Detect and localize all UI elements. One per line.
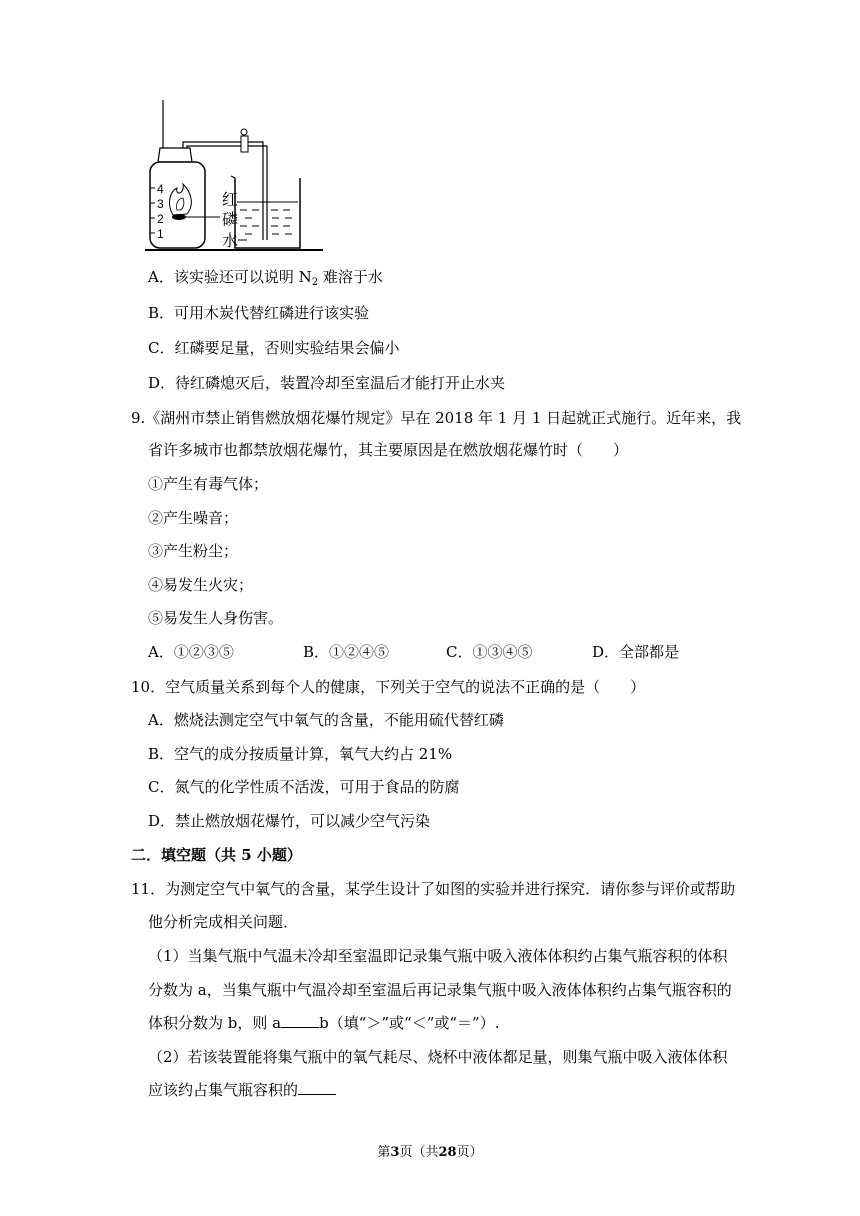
apparatus-diagram (145, 100, 325, 255)
page-footer: 第3页（共28页） (377, 1145, 483, 1160)
scale-mark-3: 3 (157, 197, 164, 211)
q9-stem-line2: 省许多城市也都禁放烟花爆竹，其主要原因是在燃放烟花爆竹时（ ） (148, 441, 629, 459)
q11-part1-line3: 体积分数为 b，则 a b（填“＞”或“＜”或“＝”）. (148, 1014, 500, 1032)
q8-option-a: A．该实验还可以说明 $N_2$ 难溶于水 (148, 268, 383, 288)
label-red: 红 (222, 190, 239, 209)
current-page: 3 (390, 1145, 400, 1160)
q11-part1-line2: 分数为 a，当集气瓶中气温冷却至室温后再记录集气瓶中吸入液体体积约占集气瓶容积的 (148, 981, 732, 999)
q8-option-b: B．可用木炭代替红磷进行该实验 (148, 304, 370, 322)
answer-blank-1[interactable] (281, 1013, 319, 1028)
label-phosphorus: 磷 (222, 210, 239, 229)
q10-option-d: D．禁止燃放烟花爆竹，可以减少空气污染 (148, 812, 431, 830)
q9-item-3: ③产生粉尘； (148, 542, 239, 560)
q9-item-2: ②产生噪音； (148, 509, 239, 527)
q8-option-d: D．待红磷熄灭后，装置冷却至室温后才能打开止水夹 (148, 374, 506, 392)
q9-option-b: B．①②④⑤ (303, 643, 390, 661)
q11-part1-line1: （1）当集气瓶中气温未冷却至室温即记录集气瓶中吸入液体体积约占集气瓶容积的体积 (148, 947, 728, 965)
scale-mark-2: 2 (157, 212, 164, 226)
q9-option-d: D．全部都是 (592, 643, 680, 661)
q9-option-c: C．①③④⑤ (446, 643, 533, 661)
answer-blank-2[interactable] (298, 1080, 336, 1095)
q9-item-1: ①产生有毒气体； (148, 475, 269, 493)
q9-options (148, 642, 748, 662)
q10-stem: 10．空气质量关系到每个人的健康，下列关于空气的说法不正确的是（ ） (131, 678, 646, 696)
q9-option-a: A．①②③⑤ (148, 643, 234, 661)
total-pages: 28 (438, 1145, 457, 1160)
q8-option-c: C．红磷要足量，否则实验结果会偏小 (148, 339, 400, 357)
scale-mark-1: 1 (157, 227, 164, 241)
q10-option-c: C．氮气的化学性质不活泼，可用于食品的防腐 (148, 778, 460, 796)
q9-stem-line1: 9.《湖州市禁止销售燃放烟花爆竹规定》早在 2018 年 1 月 1 日起就正式施行。近年来，我 (131, 409, 742, 427)
q11-part2-line1: （2）若该装置能将集气瓶中的氧气耗尽、烧杯中液体都足量，则集气瓶中吸入液体体积 (148, 1048, 728, 1066)
label-water: 水 (222, 231, 239, 250)
q11-part2-line2: 应该约占集气瓶容积的 (148, 1080, 336, 1100)
q11-stem-line2: 他分析完成相关问题． (148, 913, 299, 931)
scale-mark-4: 4 (157, 182, 164, 196)
q11-stem-line1: 11．为测定空气中氧气的含量，某学生设计了如图的实验并进行探究．请你参与评价或帮助 (131, 880, 736, 898)
q10-option-b: B．空气的成分按质量计算，氧气大约占 21% (148, 745, 453, 763)
section-title: 二．填空题（共 5 小题） (131, 846, 302, 864)
q9-item-5: ⑤易发生人身伤害。 (148, 609, 284, 627)
q9-item-4: ④易发生火灾； (148, 576, 254, 594)
q10-option-a: A．燃烧法测定空气中氧气的含量，不能用硫代替红磷 (148, 711, 504, 729)
